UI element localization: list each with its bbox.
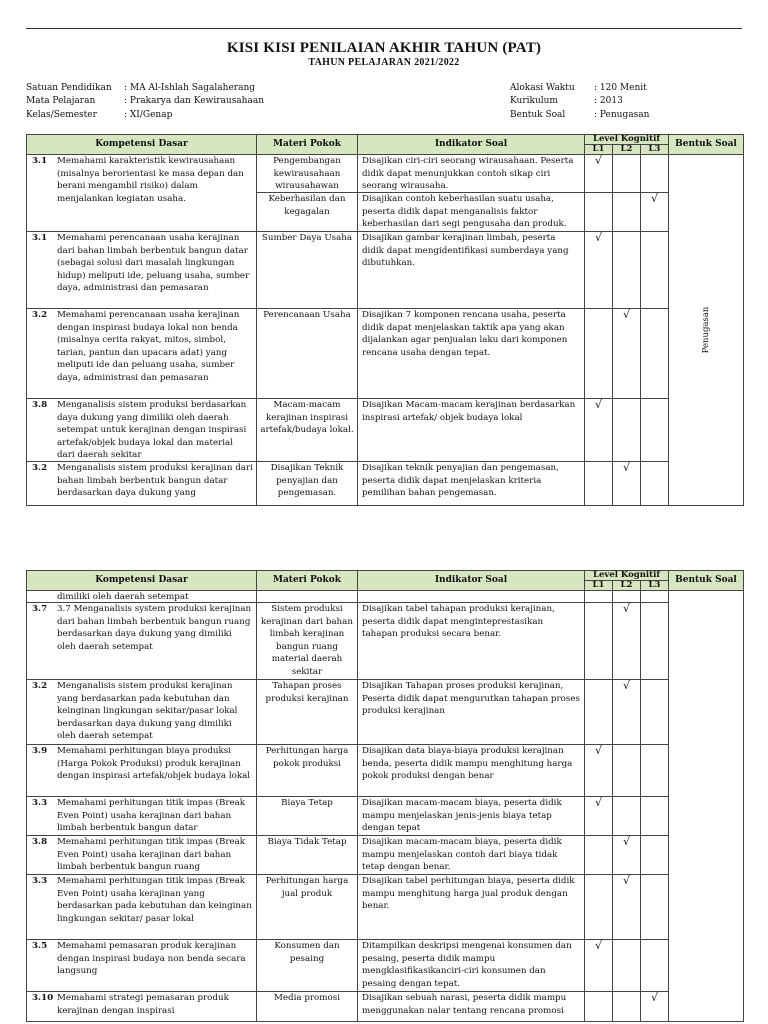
indikator-soal-cell <box>358 232 585 309</box>
meta-label: Kelas/Semester <box>26 109 97 120</box>
kd-number: 3.5 <box>32 941 48 951</box>
header-level-kognitif: Level Kognitif <box>585 571 669 581</box>
indikator-soal-text: Disajikan teknik penyajian dan pengemasan, peserta didik dapat menjelaskan kriteria pemilihan bahan pengemasan. <box>362 463 559 498</box>
check-mark-icon: √ <box>594 744 602 757</box>
table-row <box>27 155 744 193</box>
indikator-soal-text: Disajikan ciri-ciri seorang wirausahaan. Peserta didik dapat menunjukkan contoh sikap ciri seorang wirausaha. <box>362 156 574 191</box>
header-l3: L3 <box>641 145 669 155</box>
header-kompetensi-dasar: Kompetensi Dasar <box>27 135 257 155</box>
meta-row <box>510 82 649 95</box>
table-row <box>27 309 744 399</box>
header-l1: L1 <box>585 145 613 155</box>
level-l3-cell <box>641 155 669 193</box>
kompetensi-dasar-cell <box>27 462 257 506</box>
indikator-soal-cell <box>358 193 585 232</box>
materi-pokok-cell <box>257 155 358 193</box>
materi-pokok-cell <box>257 399 358 462</box>
header-kompetensi-dasar: Kompetensi Dasar <box>27 571 257 591</box>
level-l2-cell <box>613 992 641 1022</box>
header-indikator-soal: Indikator Soal <box>358 135 585 155</box>
materi-pokok-cell <box>257 462 358 506</box>
indikator-soal-text: Disajikan contoh keberhasilan suatu usaha, peserta didik dapat menganalisis faktor keberhasilan dari segi pengusaha dan produk. <box>362 194 567 229</box>
check-mark-icon: √ <box>594 154 602 167</box>
check-mark-icon: √ <box>622 308 630 321</box>
materi-pokok-text: Media promosi <box>274 993 340 1003</box>
level-l3-cell <box>641 940 669 992</box>
indikator-soal-text: Disajikan data biaya-biaya produksi kerajinan benda, peserta didik mampu menghitung harga pokok produksi dengan benar <box>362 746 573 781</box>
level-l2-cell <box>613 232 641 309</box>
bentuk-soal-cell <box>669 155 744 506</box>
kd-number <box>32 591 57 602</box>
level-l2-cell <box>613 875 641 940</box>
header-l1: L1 <box>585 581 613 591</box>
kd-text: Memahami karakteristik kewirausahaan (misalnya berorientasi ke masa depan dan berani mengambil risiko) dalam menjalankan kegiatan usaha. <box>57 156 244 204</box>
materi-pokok-text: Sumber Daya Usaha <box>261 233 353 243</box>
materi-pokok-cell <box>257 591 358 603</box>
indikator-soal-text: Disajikan Tahapan proses produksi kerajinan, Peserta didik dapat mengurutkan tahapan proses produksi kerajinan <box>362 681 580 716</box>
header-bentuk-soal: Bentuk Soal <box>669 135 744 155</box>
indikator-soal-text: Disajikan Macam-macam kerajinan berdasarkan inspirasi artefak/ objek budaya lokal <box>362 400 576 423</box>
materi-pokok-text: Pengembangan kewirausahaan wirausahawan <box>273 156 341 191</box>
indikator-soal-cell <box>358 875 585 940</box>
materi-pokok-cell <box>257 940 358 992</box>
kd-number: 3.10 <box>32 993 54 1003</box>
meta-left <box>26 82 264 122</box>
top-rule <box>26 28 742 29</box>
materi-pokok-cell <box>257 797 358 836</box>
table-row <box>27 603 744 680</box>
level-l3-cell <box>641 992 669 1022</box>
meta-label: Satuan Pendidikan <box>26 83 112 93</box>
level-l3-cell <box>641 745 669 797</box>
indikator-soal-cell <box>358 399 585 462</box>
materi-pokok-cell <box>257 875 358 940</box>
level-l1-cell <box>585 745 613 797</box>
indikator-soal-cell <box>358 309 585 399</box>
level-l2-cell <box>613 399 641 462</box>
kompetensi-dasar-cell <box>27 992 257 1022</box>
level-l2-cell <box>613 940 641 992</box>
header-indikator-soal: Indikator Soal <box>358 571 585 591</box>
kompetensi-dasar-cell <box>27 940 257 992</box>
level-l2-cell <box>613 155 641 193</box>
materi-pokok-cell <box>257 745 358 797</box>
level-l2-cell <box>613 797 641 836</box>
indikator-soal-cell <box>358 992 585 1022</box>
table-row <box>27 940 744 992</box>
header-l3: L3 <box>641 581 669 591</box>
materi-pokok-text: Perhitungan harga pokok produksi <box>265 746 349 769</box>
meta-label: Kurikulum <box>510 96 558 107</box>
table-row <box>27 232 744 309</box>
header-level-kognitif: Level Kognitif <box>585 135 669 145</box>
materi-pokok-text: Biaya Tidak Tetap <box>267 837 347 847</box>
kd-number: 3.8 <box>32 837 48 847</box>
materi-pokok-text: Disajikan Teknik penyajian dan pengemasan. <box>270 463 344 498</box>
indikator-soal-text: Disajikan tabel perhitungan biaya, peserta didik mampu menghitung harga jual produk dengan benar. <box>362 876 575 911</box>
header-materi-pokok: Materi Pokok <box>257 571 358 591</box>
meta-right <box>510 82 649 122</box>
kd-number: 3.3 <box>32 798 48 808</box>
materi-pokok-text: Tahapan proses produksi kerajinan <box>265 681 349 704</box>
meta-label: Bentuk Soal <box>510 109 566 120</box>
materi-pokok-cell <box>257 680 358 745</box>
meta-row <box>510 109 649 122</box>
kompetensi-dasar-cell <box>27 603 257 680</box>
materi-pokok-text: Macam-macam kerajinan inspirasi artefak/budaya lokal. <box>260 400 354 435</box>
materi-pokok-cell <box>257 603 358 680</box>
table-row <box>27 797 744 836</box>
level-l2-cell <box>613 309 641 399</box>
level-l3-cell <box>641 399 669 462</box>
indikator-soal-text: Ditampilkan deskripsi mengenai konsumen dan pesaing, peserta didik mampu mengklasifikasikanciri-ciri konsumen dan pesaing dengan tepat. <box>362 941 572 989</box>
bentuk-soal-text: Penugasan <box>700 306 711 354</box>
level-l2-cell <box>613 193 641 232</box>
document-subtitle: TAHUN PELAJARAN 2021/2022 <box>308 57 460 68</box>
indikator-soal-cell <box>358 462 585 506</box>
kompetensi-dasar-cell <box>27 591 257 603</box>
indikator-soal-cell <box>358 940 585 992</box>
check-mark-icon: √ <box>594 231 602 244</box>
kompetensi-dasar-cell <box>27 680 257 745</box>
indikator-soal-cell <box>358 591 585 603</box>
table-row <box>27 745 744 797</box>
materi-pokok-cell <box>257 232 358 309</box>
level-l2-cell <box>613 680 641 745</box>
level-l2-cell <box>613 603 641 680</box>
table-row <box>27 462 744 506</box>
indikator-soal-cell <box>358 680 585 745</box>
kompetensi-dasar-cell <box>27 309 257 399</box>
kd-text: Memahami perhitungan titik impas (Break Even Point) usaha kerajinan dari bahan limbah berbentuk bangun ruang <box>57 837 246 872</box>
level-l3-cell <box>641 875 669 940</box>
check-mark-icon: √ <box>622 679 630 692</box>
kd-text: Memahami perencanaan usaha kerajinan dengan inspirasi budaya lokal non benda (misalnya cerita rakyat, mitos, simbol, tarian, pantun dan upacara adat) yang meliputi ide dan peluang usaha, sumber daya, administrasi dan pemasaran <box>57 310 240 383</box>
materi-pokok-text: Perhitungan harga jual produk <box>265 876 349 899</box>
table-row <box>27 992 744 1022</box>
check-mark-icon: √ <box>594 398 602 411</box>
level-l3-cell <box>641 193 669 232</box>
kd-number: 3.1 <box>32 156 48 166</box>
kisi-table-page-1 <box>26 134 744 506</box>
meta-row <box>26 95 264 108</box>
kompetensi-dasar-cell <box>27 836 257 875</box>
level-l1-cell <box>585 875 613 940</box>
kd-text: Menganalisis sistem produksi kerajinan dari bahan limbah berbentuk bangun datar berdasarkan daya dukung yang <box>57 463 253 498</box>
header-materi-pokok: Materi Pokok <box>257 135 358 155</box>
meta-value: : 120 Menit <box>594 83 647 93</box>
indikator-soal-cell <box>358 836 585 875</box>
level-l1-cell <box>585 155 613 193</box>
kd-text: Memahami perhitungan titik impas (Break Even Point) usaha kerajinan dari bahan limbah berbentuk bangun datar <box>57 798 246 833</box>
level-l1-cell <box>585 836 613 875</box>
table-row <box>27 591 744 603</box>
level-l3-cell <box>641 603 669 680</box>
indikator-soal-cell <box>358 603 585 680</box>
bentuk-soal-cell <box>669 591 744 1022</box>
level-l2-cell <box>613 591 641 603</box>
indikator-soal-cell <box>358 155 585 193</box>
header-l2: L2 <box>613 581 641 591</box>
level-l1-cell <box>585 603 613 680</box>
materi-pokok-cell <box>257 992 358 1022</box>
indikator-soal-cell <box>358 797 585 836</box>
level-l1-cell <box>585 193 613 232</box>
check-mark-icon: √ <box>622 835 630 848</box>
meta-label: Mata Pelajaran <box>26 96 96 107</box>
check-mark-icon: √ <box>594 796 602 809</box>
table-row <box>27 836 744 875</box>
kd-text: Memahami perencanaan usaha kerajinan dari bahan limbah berbentuk bangun datar (sebagai solusi dari masalah lingkungan hidup) meliputi ide, peluang usaha, sumber daya, administrasi dan pemasaran <box>57 233 250 293</box>
level-l1-cell <box>585 992 613 1022</box>
check-mark-icon: √ <box>650 991 658 1004</box>
indikator-soal-text: Disajikan tabel tahapan produksi kerajinan, peserta didik dapat menginteprestasikan tahapan produksi secara benar. <box>362 604 555 639</box>
kompetensi-dasar-cell <box>27 155 257 232</box>
level-l1-cell <box>585 462 613 506</box>
check-mark-icon: √ <box>622 602 630 615</box>
indikator-soal-text: Disajikan macam-macam biaya, peserta didik mampu menjelaskan jenis-jenis biaya tetap dengan tepat <box>362 798 562 833</box>
indikator-soal-text: Disajikan sebuah narasi, peserta didik mampu menggunakan nalar tentang rencana promosi <box>362 993 567 1016</box>
kisi-table-page-2 <box>26 570 744 1022</box>
kd-number: 3.2 <box>32 463 48 473</box>
level-l3-cell <box>641 797 669 836</box>
kd-number: 3.1 <box>32 233 48 243</box>
meta-row <box>510 95 649 108</box>
materi-pokok-text: Keberhasilan dan kegagalan <box>268 194 346 217</box>
meta-value: : Penugasan <box>594 109 650 120</box>
document-title: KISI KISI PENILAIAN AKHIR TAHUN (PAT) <box>226 40 542 56</box>
check-mark-icon: √ <box>594 939 602 952</box>
meta-value: : 2013 <box>594 96 623 107</box>
table-row <box>27 680 744 745</box>
meta-label: Alokasi Waktu <box>510 83 575 93</box>
level-l3-cell <box>641 591 669 603</box>
kd-text: Memahami strategi pemasaran produk kerajinan dengan inspirasi <box>57 993 229 1016</box>
level-l3-cell <box>641 309 669 399</box>
kd-number: 3.2 <box>32 310 48 320</box>
table-row <box>27 875 744 940</box>
kd-number: 3.3 <box>32 876 48 886</box>
materi-pokok-cell <box>257 836 358 875</box>
kd-text: Memahami perhitungan biaya produksi (Harga Pokok Produksi) produk kerajinan dengan inspirasi artefak/objek budaya lokal <box>57 746 251 781</box>
table-row <box>27 399 744 462</box>
level-l1-cell <box>585 680 613 745</box>
meta-row <box>26 109 264 122</box>
materi-pokok-text: Sistem produksi kerajinan dari bahan limbah kerajinan bangun ruang material daerah sekitar <box>261 604 353 677</box>
materi-pokok-cell <box>257 193 358 232</box>
level-l3-cell <box>641 462 669 506</box>
kd-number: 3.9 <box>32 746 48 756</box>
kompetensi-dasar-cell <box>27 875 257 940</box>
level-l1-cell <box>585 797 613 836</box>
kompetensi-dasar-cell <box>27 399 257 462</box>
indikator-soal-cell <box>358 745 585 797</box>
materi-pokok-cell <box>257 309 358 399</box>
check-mark-icon: √ <box>622 461 630 474</box>
kd-text: Menganalisis sistem produksi kerajinan yang berdasarkan pada kebutuhan dan keinginan lingkungan sekitar/pasar lokal berdasarkan daya dukung yang dimiliki oleh daerah setempat <box>57 681 238 741</box>
level-l2-cell <box>613 836 641 875</box>
level-l3-cell <box>641 836 669 875</box>
meta-value: : XI/Genap <box>124 109 173 120</box>
kd-text: dimiliki oleh daerah setempat <box>57 592 189 602</box>
header-bentuk-soal: Bentuk Soal <box>669 571 744 591</box>
level-l2-cell <box>613 745 641 797</box>
kompetensi-dasar-cell <box>27 745 257 797</box>
header-l2: L2 <box>613 145 641 155</box>
level-l3-cell <box>641 680 669 745</box>
indikator-soal-text: Disajikan macam-macam biaya, peserta didik mampu menjelaskan contoh dari biaya tidak tetap dengan benar. <box>362 837 562 872</box>
kd-text: Memahami perhitungan titik impas (Break Even Point) usaha kerajinan yang berdasarkan pada kebutuhan dan keinginan lingkungan sekitar/ pasar lokal <box>57 876 252 924</box>
meta-row <box>26 82 264 95</box>
level-l3-cell <box>641 232 669 309</box>
level-l1-cell <box>585 309 613 399</box>
materi-pokok-text: Konsumen dan pesaing <box>274 941 340 964</box>
kompetensi-dasar-cell <box>27 232 257 309</box>
level-l1-cell <box>585 232 613 309</box>
kd-text: Memahami pemasaran produk kerajinan dengan inspirasi budaya non benda secara langsung <box>57 941 246 976</box>
check-mark-icon: √ <box>650 192 658 205</box>
meta-value: : Prakarya dan Kewirausahaan <box>124 96 264 107</box>
kd-text: 3.7 Menganalisis system produksi kerajinan dari bahan limbah berbentuk bangun ruang berdasarkan daya dukung yang dimiliki oleh daerah setempat <box>57 604 252 652</box>
level-l1-cell <box>585 591 613 603</box>
meta-value: : MA Al-Ishlah Sagalaherang <box>124 83 256 93</box>
level-l1-cell <box>585 940 613 992</box>
kompetensi-dasar-cell <box>27 797 257 836</box>
level-l2-cell <box>613 462 641 506</box>
materi-pokok-text: Biaya Tetap <box>281 798 333 808</box>
kd-text: Menganalisis sistem produksi berdasarkan daya dukung yang dimiliki oleh daerah setempat untuk kerajinan dengan inspirasi artefak/objek budaya lokal dan material dari daerah sekitar <box>57 400 247 460</box>
kd-number: 3.8 <box>32 400 48 410</box>
indikator-soal-text: Disajikan 7 komponen rencana usaha, peserta didik dapat menjelaskan taktik apa yang akan dijalankan agar penjualan laku dari komponen rencana usaha dengan tepat. <box>362 310 568 358</box>
level-l1-cell <box>585 399 613 462</box>
indikator-soal-text: Disajikan gambar kerajinan limbah, peserta didik dapat mengidentifikasi sumberdaya yang dibutuhkan. <box>362 233 569 268</box>
kd-number: 3.2 <box>32 681 48 691</box>
materi-pokok-text: Perencanaan Usaha <box>263 310 351 320</box>
kd-number: 3.7 <box>32 604 48 614</box>
check-mark-icon: √ <box>622 874 630 887</box>
